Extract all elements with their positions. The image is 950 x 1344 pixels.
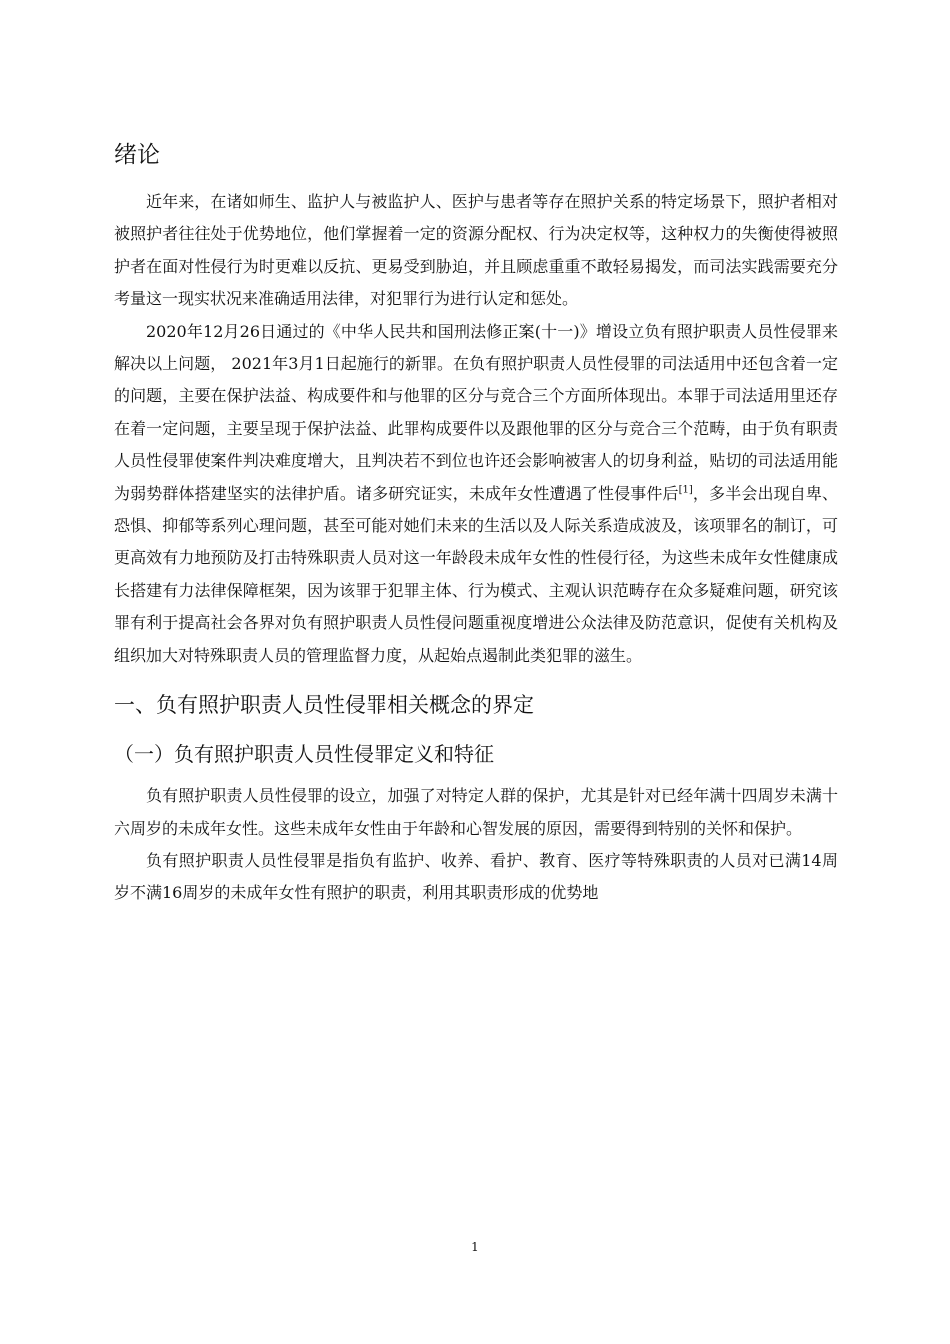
subsection-1-paragraph-1: 负有照护职责人员性侵罪的设立，加强了对特定人群的保护，尤其是针对已经年满十四周岁未满十六周岁的未成年女性。这些未成年女性由于年龄和心智发展的原因，需要得到特别的关怀和保护。	[114, 786, 838, 838]
intro-paragraph-2-text-a: 2020年12月26日通过的《中华人民共和国刑法修正案(十一)》增设立负有照护职责人员性侵罪来解决以上问题， 2021年3月1日起施行的新罪。在负有照护职责人员性侵罪的司法适用中还包含着一定的问题，主要在保护法益、构成要件和与他罪的区分与竞合三个方面所体现出。本罪于司法适用里还存在着一定问题，主要呈现于保护法益、此罪构成要件以及跟他罪的区分与竞合三个范畴，由于负有职责人员性侵罪使案件判决难度增大，且判决若不到位也许还会影响被害人的切身利益，贴切的司法适用能为弱势群体搭建坚实的法律护盾。诸多研究证实，未成年女性遭遇了性侵事件后	[114, 321, 838, 503]
intro-heading: 绪论	[114, 142, 160, 168]
citation-marker: [1]	[678, 484, 693, 496]
section-1-heading: 一、负有照护职责人员性侵罪相关概念的界定	[114, 693, 534, 718]
page-number: 1	[471, 1240, 479, 1254]
subsection-1-heading: （一）负有照护职责人员性侵罪定义和特征	[114, 742, 494, 767]
intro-paragraph-2-text-b: ，多半会出现自卑、恐惧、抑郁等系列心理问题，甚至可能对她们未来的生活以及人际关系造成波及，该项罪名的制订，可更高效有力地预防及打击特殊职责人员对这一年龄段未成年女性的性侵行径，为这些未成年女性健康成长搭建有力法律保障框架，因为该罪于犯罪主体、行为模式、主观认识范畴存在众多疑难问题，研究该罪有利于提高社会各界对负有照护职责人员性侵问题重视度增进公众法律及防范意识，促使有关机构及组织加大对特殊职责人员的管理监督力度，从起始点遏制此类犯罪的滋生。	[114, 483, 838, 665]
intro-paragraph-2	[114, 316, 838, 672]
subsection-1-paragraph-2: 负有照护职责人员性侵罪是指负有监护、收养、看护、教育、医疗等特殊职责的人员对已满14周岁不满16周岁的未成年女性有照护的职责，利用其职责形成的优势地	[114, 850, 838, 903]
page-content	[114, 130, 838, 910]
intro-paragraph-1: 近年来，在诸如师生、监护人与被监护人、医护与患者等存在照护关系的特定场景下，照护者相对被照护者往往处于优势地位，他们掌握着一定的资源分配权、行为决定权等，这种权力的失衡使得被照护者在面对性侵行为时更难以反抗、更易受到胁迫，并且顾虑重重不敢轻易揭发，而司法实践需要充分考量这一现实状况来准确适用法律，对犯罪行为进行认定和惩处。	[114, 192, 838, 309]
